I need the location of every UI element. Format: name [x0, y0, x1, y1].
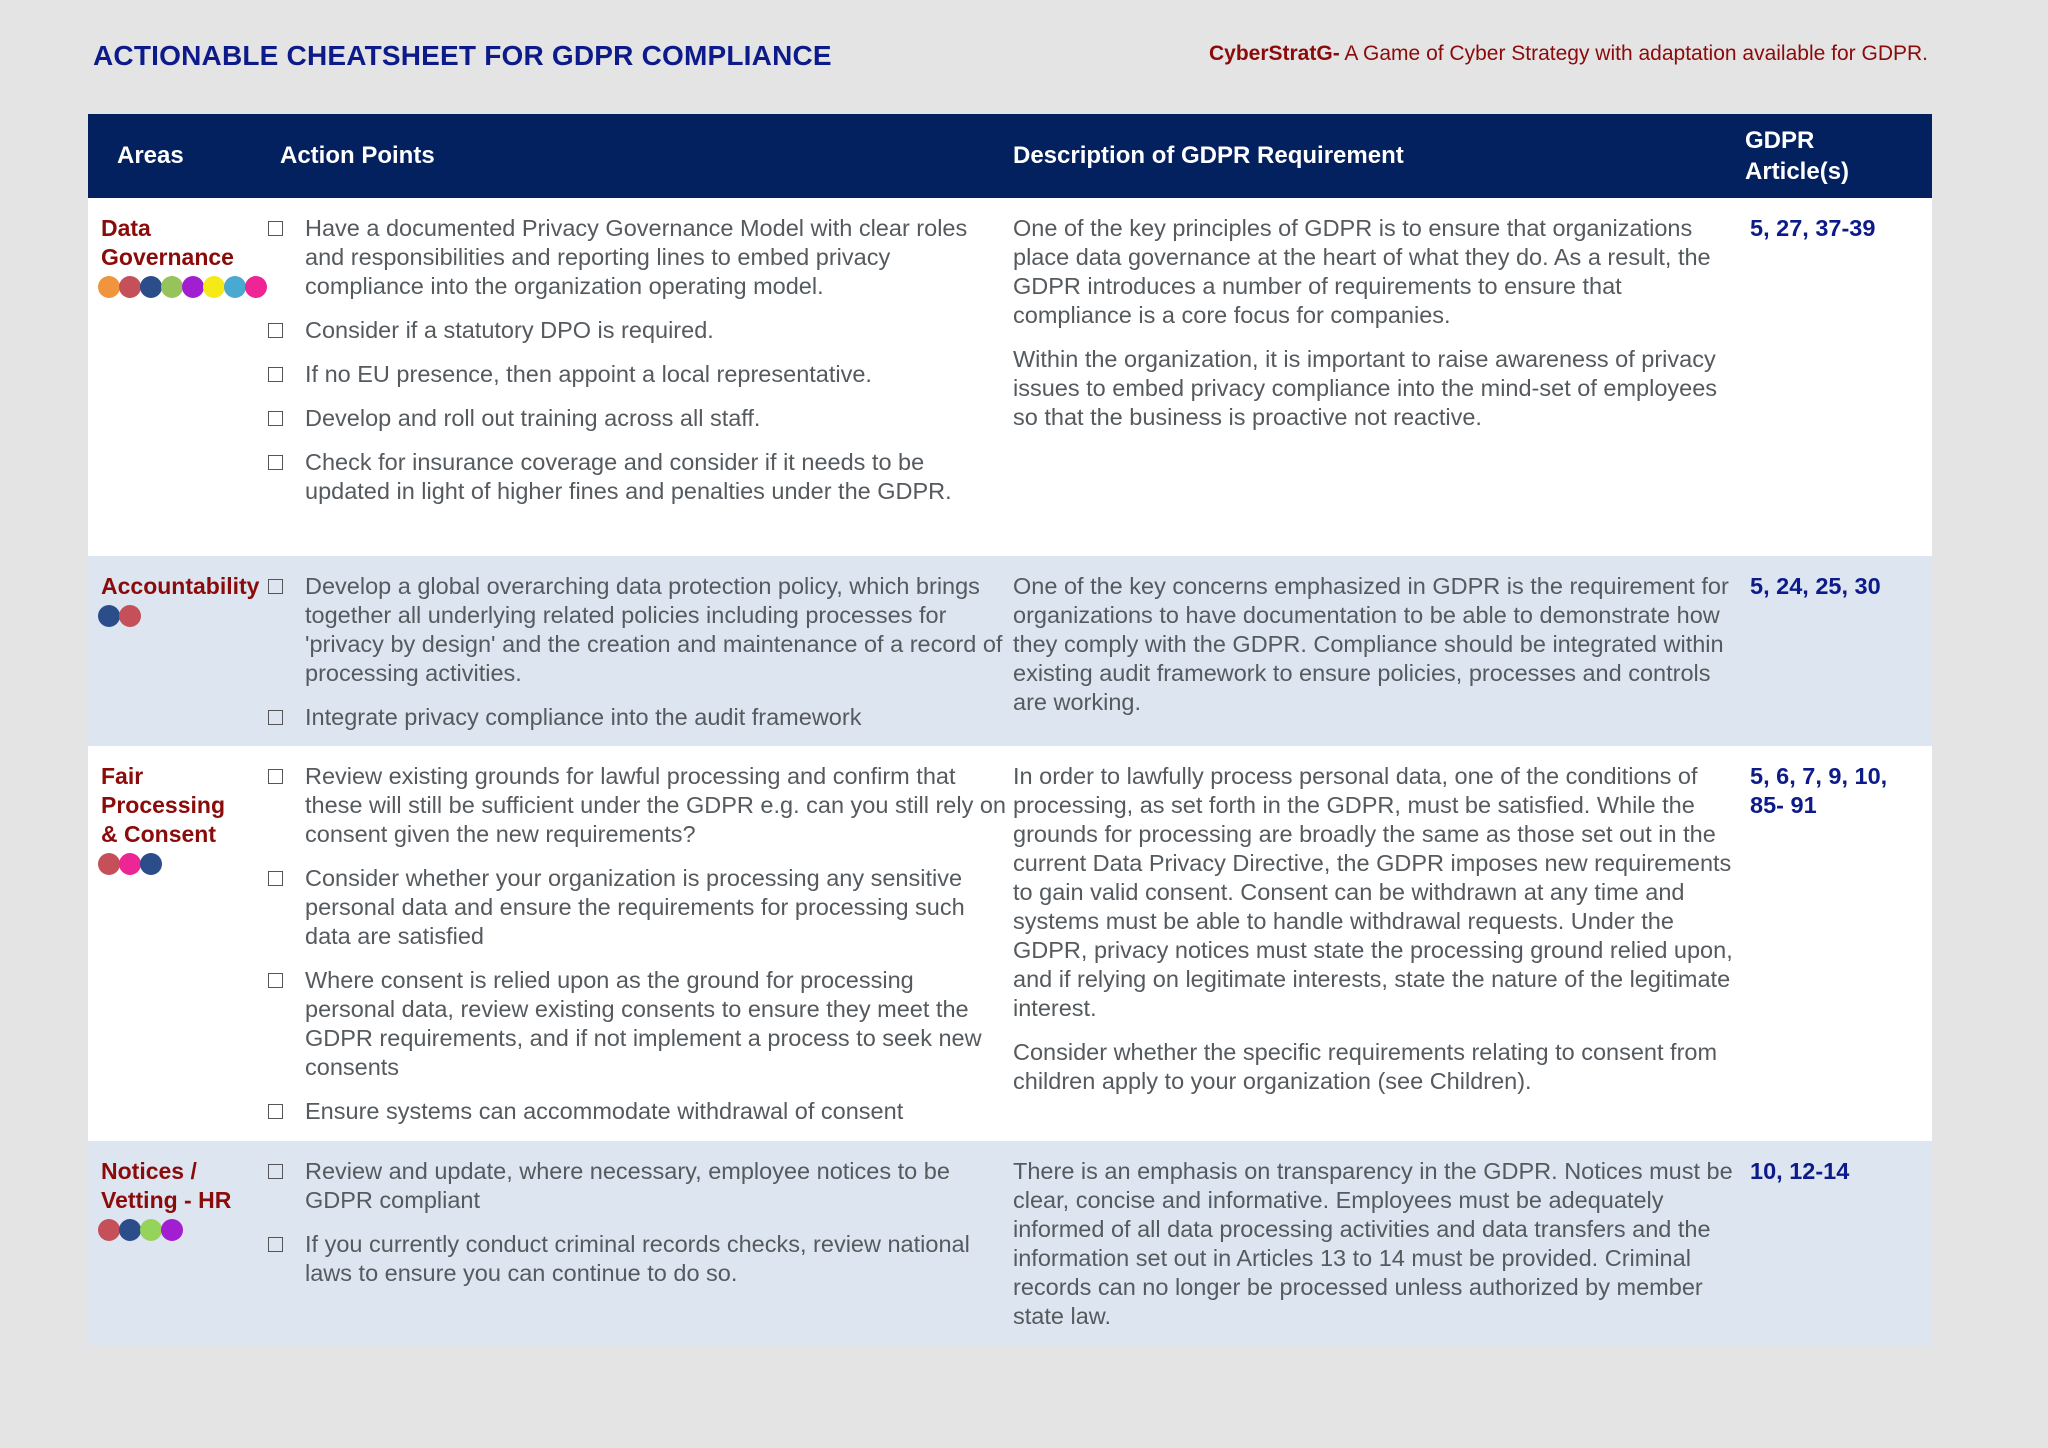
color-dot — [119, 605, 141, 627]
action-points-cell — [252, 1141, 1013, 1345]
color-dot — [98, 276, 120, 298]
action-item-text: Have a documented Privacy Governance Model with clear roles and responsibilities and reporting lines to embed privacy compliance into the organization operating model. — [305, 215, 968, 299]
checkbox-icon[interactable] — [268, 455, 283, 470]
checkbox-icon[interactable] — [268, 411, 283, 426]
color-dot — [98, 1219, 120, 1241]
action-item-text: Integrate privacy compliance into the audit framework — [305, 704, 862, 730]
checkbox-icon[interactable] — [268, 1104, 283, 1119]
description-paragraph: In order to lawfully process personal data, one of the conditions of processing, as set forth in the GDPR, must be satisfied. While the grounds for processing are broadly the same as those set out in the current Data Privacy Directive, the GDPR imposes new requirements to gain valid consent. Consent can be withdrawn at any time and systems must be able to handle withdrawal requests. Under the GDPR, privacy notices must state the processing ground relied upon, and if relying on legitimate interests, state the nature of the legitimate interest. — [1013, 763, 1733, 1021]
articles-cell: 5, 24, 25, 30 — [1750, 573, 1881, 599]
action-item-text: Consider if a statutory DPO is required. — [305, 317, 714, 343]
color-dot — [119, 276, 141, 298]
action-item — [252, 572, 1007, 688]
promo-tagline: A Game of Cyber Strategy with adaptation available for GDPR. — [1339, 42, 1928, 65]
action-item-text: Develop and roll out training across all staff. — [305, 405, 761, 431]
description-cell — [1013, 198, 1745, 556]
header-areas: Areas — [117, 142, 184, 169]
table-row — [88, 556, 1932, 746]
color-dot — [224, 276, 246, 298]
color-dot — [203, 276, 225, 298]
action-item-text: Consider whether your organization is processing any sensitive personal data and ensure the requirements for processing such data are satisfied — [305, 865, 965, 949]
checkbox-icon[interactable] — [268, 323, 283, 338]
area-name: Notices / Vetting - HR — [101, 1158, 232, 1213]
area-name: Fair Processing & Consent — [101, 763, 225, 847]
action-item-text: Review and update, where necessary, employee notices to be GDPR compliant — [305, 1158, 950, 1213]
checkbox-icon[interactable] — [268, 710, 283, 725]
action-item-text: Ensure systems can accommodate withdrawal of consent — [305, 1098, 904, 1124]
action-item-text: If you currently conduct criminal records checks, review national laws to ensure you can continue to do so. — [305, 1231, 970, 1286]
cheatsheet-table — [88, 114, 1932, 1345]
checkbox-icon[interactable] — [268, 367, 283, 382]
color-dot — [140, 276, 162, 298]
action-item — [252, 360, 1007, 389]
action-item — [252, 966, 1007, 1082]
checkbox-icon[interactable] — [268, 1164, 283, 1179]
description-paragraph: Within the organization, it is important to raise awareness of privacy issues to embed privacy compliance into the mind-set of employees so that the business is proactive not reactive. — [1013, 346, 1718, 430]
table-row — [88, 746, 1932, 1141]
description-paragraph: Consider whether the specific requirements relating to consent from children apply to your organization (see Children). — [1013, 1039, 1718, 1094]
action-points-cell — [252, 198, 1013, 556]
area-name: Data Governance — [101, 215, 234, 270]
action-item-text: Check for insurance coverage and consider if it needs to be updated in light of higher fines and penalties under the GDPR. — [305, 449, 952, 504]
action-item — [252, 1097, 1007, 1126]
checkbox-icon[interactable] — [268, 1237, 283, 1252]
action-item — [252, 1230, 1007, 1288]
color-dot — [98, 853, 120, 875]
checkbox-icon[interactable] — [268, 871, 283, 886]
articles-cell: 5, 27, 37-39 — [1750, 215, 1876, 241]
color-dot — [98, 605, 120, 627]
action-points-cell — [252, 556, 1013, 746]
color-dot — [119, 853, 141, 875]
checkbox-icon[interactable] — [268, 769, 283, 784]
action-item — [252, 762, 1007, 849]
header-articles: GDPR Article(s) — [1745, 127, 1850, 185]
description-paragraph: There is an emphasis on transparency in the GDPR. Notices must be clear, concise and informative. Employees must be adequately informed of all data processing activities and data transfers and the information set out in Articles 13 to 14 must be provided. Criminal records can no longer be processed unless authorized by member state law. — [1013, 1158, 1733, 1329]
checkbox-icon[interactable] — [268, 579, 283, 594]
table-row — [88, 198, 1932, 556]
table-body — [88, 198, 1932, 1345]
color-dot — [161, 276, 183, 298]
description-paragraph: One of the key concerns emphasized in GDPR is the requirement for organizations to have documentation to be able to demonstrate how they comply with the GDPR. Compliance should be integrated within existing audit framework to ensure policies, processes and controls are working. — [1013, 573, 1729, 715]
promo-text — [1209, 42, 1928, 66]
table-header — [88, 114, 1932, 198]
description-paragraph: One of the key principles of GDPR is to ensure that organizations place data governance at the heart of what they do. As a result, the GDPR introduces a number of requirements to ensure that compliance is a core focus for companies. — [1013, 215, 1711, 328]
description-cell — [1013, 556, 1745, 746]
action-item — [252, 703, 1007, 732]
color-dot — [119, 1219, 141, 1241]
action-item — [252, 864, 1007, 951]
articles-cell: 10, 12-14 — [1750, 1158, 1850, 1184]
color-dot — [140, 853, 162, 875]
description-cell — [1013, 746, 1745, 1141]
checkbox-icon[interactable] — [268, 221, 283, 236]
area-name: Accountability — [101, 573, 260, 599]
header-action-points — [280, 114, 1013, 198]
description-cell — [1013, 1141, 1745, 1345]
promo-brand: CyberStratG- — [1208, 42, 1340, 65]
action-item-text: Where consent is relied upon as the ground for processing personal data, review existing consents to ensure they meet the GDPR requirements, and if not implement a process to seek new consents — [305, 967, 982, 1080]
color-dot — [140, 1219, 162, 1241]
page-title: ACTIONABLE CHEATSHEET FOR GDPR COMPLIANCE — [93, 40, 832, 71]
action-item — [252, 214, 1007, 301]
action-item — [252, 316, 1007, 345]
action-item-text: Review existing grounds for lawful processing and confirm that these will still be sufficient under the GDPR e.g. can you still rely on consent given the new requirements? — [305, 763, 1006, 847]
color-dot — [182, 276, 204, 298]
header-action-points-label: Action Points — [280, 142, 435, 169]
action-item — [252, 404, 1007, 433]
action-points-cell — [252, 746, 1013, 1141]
checkbox-icon[interactable] — [268, 973, 283, 988]
table-row — [88, 1141, 1932, 1345]
articles-cell: 5, 6, 7, 9, 10, 85- 91 — [1750, 763, 1888, 818]
action-item — [252, 1157, 1007, 1215]
action-item — [252, 448, 1007, 506]
action-item-text: If no EU presence, then appoint a local representative. — [305, 361, 872, 387]
action-item-text: Develop a global overarching data protection policy, which brings together all underlying related policies including processes for 'privacy by design' and the creation and maintenance of a record of processing activities. — [305, 573, 1003, 686]
header-description: Description of GDPR Requirement — [1013, 142, 1404, 169]
color-dot — [161, 1219, 183, 1241]
